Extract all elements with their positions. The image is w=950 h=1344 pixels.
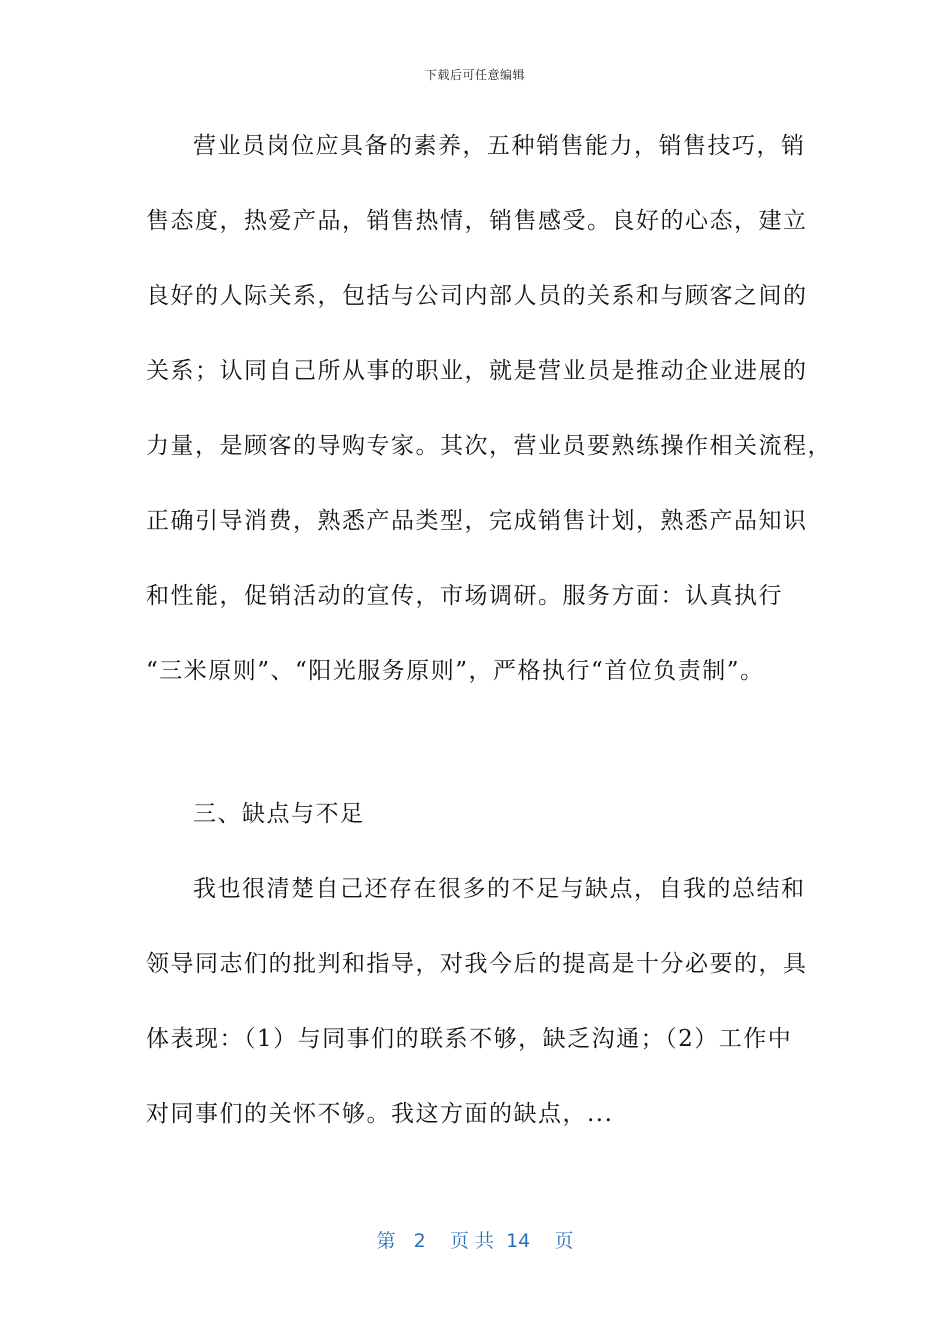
paragraph-line: 售态度，热爱产品，销售热情，销售感受。良好的心态，建立 xyxy=(146,208,808,234)
total-pages-number: 14 xyxy=(506,1230,531,1252)
paragraph-line: “三米原则”、“阳光服务原则”，严格执行“首位负责制”。 xyxy=(146,658,765,684)
page-header-note: 下载后可任意编辑 xyxy=(424,68,525,82)
paragraph-line: 体表现：（1）与同事们的联系不够，缺乏沟通；（2）工作中 xyxy=(146,1026,793,1052)
paragraph-line: 营业员岗位应具备的素养，五种销售能力，销售技巧，销 xyxy=(193,133,806,159)
paragraph-line: 良好的人际关系，包括与公司内部人员的关系和与顾客之间的 xyxy=(146,283,808,309)
paragraph-line: 我也很清楚自己还存在很多的不足与缺点，自我的总结和 xyxy=(193,876,806,902)
paragraph-spacer xyxy=(146,724,806,792)
footer-prefix: 第 xyxy=(376,1230,396,1252)
paragraph-line: 领导同志们的批判和指导，对我今后的提高是十分必要的，具 xyxy=(146,951,808,977)
paragraph-line: 对同事们的关怀不够。我这方面的缺点，... xyxy=(146,1101,614,1127)
footer-middle: 页 共 xyxy=(449,1230,494,1252)
document-body xyxy=(146,124,832,1167)
page-number-footer xyxy=(0,1226,950,1253)
paragraph-line: 和性能，促销活动的宣传，市场调研。服务方面：认真执行 xyxy=(146,583,783,609)
current-page-number: 2 xyxy=(413,1230,426,1252)
paragraph-line: 关系；认同自己所从事的职业，就是营业员是推动企业进展的 xyxy=(146,358,808,384)
section-heading: 三、缺点与不足 xyxy=(193,801,365,827)
paragraph-line: 正确引导消费，熟悉产品类型，完成销售计划，熟悉产品知识 xyxy=(146,508,808,534)
footer-suffix: 页 xyxy=(554,1230,574,1252)
paragraph-line: 力量，是顾客的导购专家。其次，营业员要熟练操作相关流程， xyxy=(146,433,832,459)
